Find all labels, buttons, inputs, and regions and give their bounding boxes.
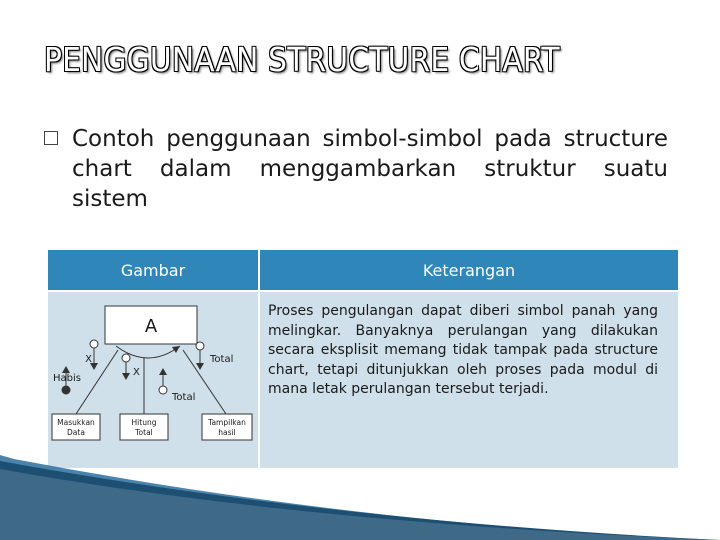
couple-total-mid-arrow-icon: [159, 368, 167, 375]
couple-total-right-icon: [196, 342, 204, 350]
structure-chart-diagram: [48, 292, 258, 468]
bullet-square-icon: [44, 131, 58, 145]
module-hitung-total-label-1: Hitung: [131, 418, 157, 427]
line-masukkan: [76, 350, 118, 414]
header-keterangan: Keterangan: [260, 250, 678, 290]
couple-x-left-icon: [90, 340, 98, 348]
module-hitung-total-label-2: Total: [135, 428, 153, 437]
symbol-table: [48, 250, 678, 470]
module-masukkan-data-label-1: Masukkan: [57, 418, 95, 427]
couple-habis-icon: [62, 386, 70, 394]
keterangan-text: Proses pengulangan dapat diberi simbol panah yang melingkar. Banyaknya perulangan yang dilakukan secara eksplisit memang tidak tampak pada structure chart, tetapi ditunjukkan oleh proses pada modul di mana letak perulangan tersebut terjadi.: [268, 303, 658, 397]
cell-gambar: [48, 292, 258, 468]
module-tampilkan-hasil-label-1: Tampilkan: [208, 418, 246, 427]
slide-title: PENGGUNAAN STRUCTURE CHART: [44, 40, 560, 79]
couple-total-mid-icon: [159, 386, 167, 394]
header-gambar: Gambar: [48, 250, 258, 290]
couple-total-right-label: Total: [210, 354, 234, 365]
couple-x-mid-icon: [122, 354, 130, 362]
couple-habis-label: Habis: [53, 373, 81, 384]
module-a-label: A: [144, 316, 158, 337]
couple-total-mid-label: Total: [172, 392, 196, 403]
bullet-point: [44, 124, 668, 214]
loop-arrow-icon: [172, 346, 180, 353]
bullet-text: Contoh penggunaan simbol-simbol pada structure chart dalam menggambarkan struktur suatu sistem: [72, 126, 668, 212]
couple-total-right-arrow-icon: [196, 363, 204, 370]
bottom-swoosh-decoration: [0, 455, 720, 540]
module-masukkan-data-label-2: Data: [67, 428, 85, 437]
couple-x-left-label: X: [85, 354, 92, 365]
couple-x-mid-label: X: [133, 367, 140, 378]
couple-habis-arrow-icon: [62, 366, 70, 373]
couple-x-mid-arrow-icon: [122, 373, 130, 380]
cell-keterangan: [260, 292, 678, 468]
module-tampilkan-hasil-label-2: hasil: [218, 428, 236, 437]
